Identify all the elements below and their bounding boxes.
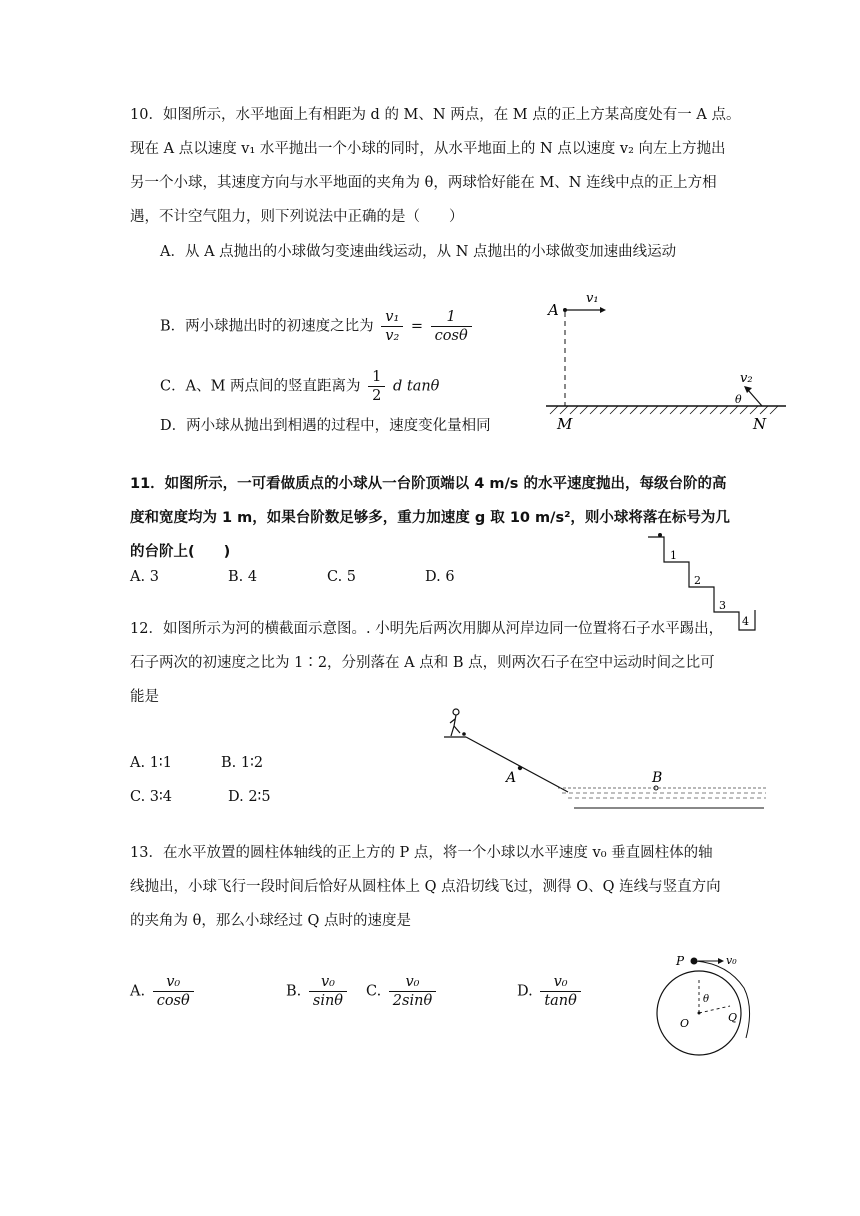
option-letter: B. [286,983,302,1000]
option-letter: C. [366,983,382,1000]
fig-label-o: O [680,1017,690,1030]
frac-den: v₂ [385,328,400,344]
frac-num: v₀ [309,973,347,992]
ball [658,533,662,537]
q10-option-b-rhs-fraction [431,308,472,345]
q12-river-figure [440,702,770,812]
v2-arrow [748,390,762,406]
q10-option-d[interactable]: D．两小球从抛出到相遇的过程中，速度变化量相同 [160,418,491,434]
option-letter: D. [517,983,533,1000]
option-fraction [540,973,581,1010]
q11-stem-line-1: 11．如图所示，一可看做质点的小球从一台阶顶端以 4 m/s 的水平速度抛出，每级台阶的高 [130,476,727,492]
q10-figure [540,290,790,433]
q12-option-a[interactable]: A. 1∶1 [130,755,172,771]
v1-arrowhead [600,307,606,313]
fig-label-v2: v₂ [740,371,753,386]
step-label-1: 1 [670,549,677,562]
frac-den: 2sinθ [392,993,433,1009]
q12-option-b[interactable]: B. 1∶2 [221,755,264,771]
fig-label-a: A [548,301,559,319]
person-icon [450,709,460,736]
q13-option-a[interactable] [130,973,197,1010]
q10-option-c-text: C．A、M 两点间的竖直距离为 [160,378,361,395]
fig-label-m: M [557,415,573,433]
q13-option-c[interactable] [366,973,439,1010]
step-label-2: 2 [694,574,701,587]
q10-option-c-fraction [368,368,385,405]
q10-option-c-expr: d tanθ [392,378,440,395]
stone [462,732,466,736]
q12-option-d[interactable]: D. 2∶5 [228,789,271,805]
fig-label-b: B [652,770,663,786]
q13-stem-line-3: 的夹角为 θ，那么小球经过 Q 点时的速度是 [130,913,411,929]
frac-den: tanθ [544,993,577,1009]
q10-stem-line-3: 另一个小球，其速度方向与水平地面的夹角为 θ，两球恰好能在 M、N 连线中点的正上方相 [130,175,717,191]
fig-label-theta: θ [703,994,710,1005]
frac-den: cosθ [434,328,468,344]
q10-stem-line-4: 遇，不计空气阻力，则下列说法中正确的是（ ） [130,209,464,225]
point-a [518,766,522,770]
frac-den: sinθ [312,993,344,1009]
fig-label-a: A [506,770,517,786]
riverbank-slope [466,737,568,792]
frac-num: 1 [431,308,472,327]
q13-option-b[interactable] [286,973,350,1010]
fig-label-v1: v₁ [586,291,599,306]
fig-label-theta: θ [735,393,742,406]
v2-arrowhead [744,386,752,393]
q11-option-d[interactable]: D. 6 [425,569,455,585]
q12-stem-line-2: 石子两次的初速度之比为 1∶2，分别落在 A 点和 B 点，则两次石子在空中运动时间之比可 [130,655,715,671]
q13-option-d[interactable] [517,973,584,1010]
frac-num: v₀ [540,973,581,992]
option-letter: A. [130,983,146,1000]
ground-hatch [550,406,778,414]
q11-stem-line-3: 的台阶上( ) [130,544,231,560]
frac-num: 1 [368,368,385,387]
q10-stem-line-1: 10．如图所示，水平地面上有相距为 d 的 M、N 两点，在 M 点的正上方某高度处有一 A 点。 [130,107,741,123]
q10-option-a[interactable]: A．从 A 点抛出的小球做匀变速曲线运动，从 N 点抛出的小球做变加速曲线运动 [160,244,677,260]
fig-label-q: Q [728,1011,738,1024]
q12-stem-line-3: 能是 [130,689,159,705]
v0-arrowhead [718,958,724,964]
frac-num: v₁ [381,308,403,327]
q10-option-b[interactable] [160,308,475,345]
q12-stem-line-1: 12．如图所示为河的横截面示意图。. 小明先后两次用脚从河岸边同一位置将石子水平踢出， [130,621,724,637]
option-fraction [309,973,347,1010]
q10-option-b-text: B．两小球抛出时的初速度之比为 [160,318,374,335]
fig-label-n: N [753,415,767,433]
frac-num: v₀ [153,973,194,992]
center-o [698,1012,701,1015]
option-fraction [389,973,436,1010]
step-label-3: 3 [719,599,726,612]
oq-line [699,1006,730,1013]
q13-cylinder-figure [648,950,768,1060]
q12-option-c[interactable]: C. 3∶4 [130,789,173,805]
q11-option-a[interactable]: A. 3 [130,569,159,585]
q11-option-b[interactable]: B. 4 [228,569,258,585]
frac-num: v₀ [389,973,436,992]
fig-label-p: P [676,954,685,968]
fig-label-v0: v₀ [726,954,737,967]
q10-option-c[interactable] [160,368,439,405]
q11-stem-line-2: 度和宽度均为 1 m，如果台阶数足够多，重力加速度 g 取 10 m/s²，则小球将落在标号为几 [130,510,730,526]
frac-den: cosθ [156,993,190,1009]
step-label-4: 4 [742,615,749,628]
q13-stem-line-2: 线抛出，小球飞行一段时间后恰好从圆柱体上 Q 点沿切线飞过，测得 O、Q 连线与竖直方向 [130,879,721,895]
q11-option-c[interactable]: C. 5 [327,569,357,585]
frac-den: 2 [372,388,382,404]
q13-stem-line-1: 13．在水平放置的圆柱体轴线的正上方的 P 点，将一个小球以水平速度 v₀ 垂直圆柱体的轴 [130,845,713,861]
equals-sign: = [410,318,424,335]
staircase [648,537,755,630]
q10-option-b-fraction [381,308,403,345]
option-fraction [153,973,194,1010]
q10-stem-line-2: 现在 A 点以速度 v₁ 水平抛出一个小球的同时，从水平地面上的 N 点以速度 v₂ 向左上方抛出 [130,141,726,157]
